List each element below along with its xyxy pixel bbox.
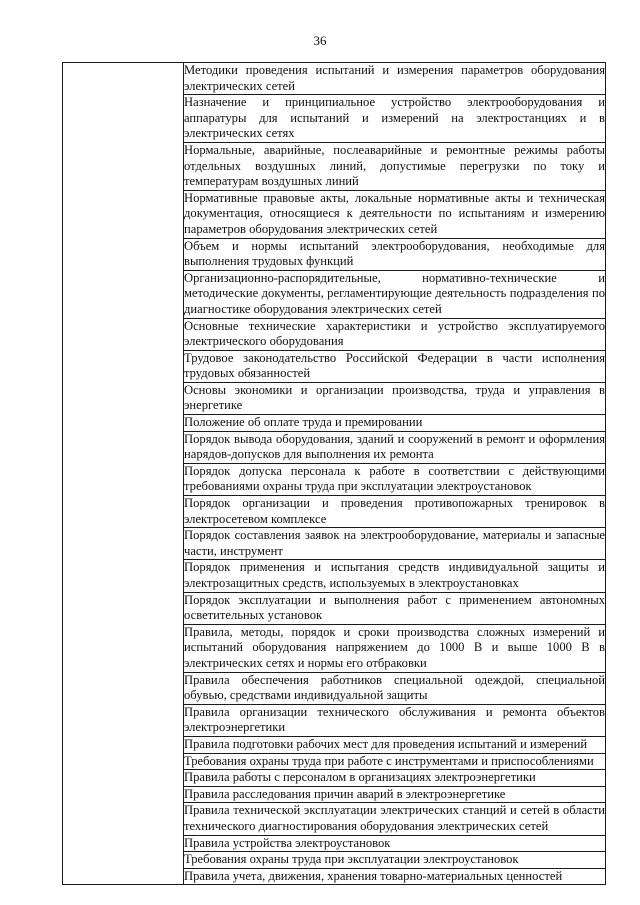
requirement-cell: Порядок применения и испытания средств индивидуальной защиты и электрозащитных средств, используемых в электроустановках [184, 560, 606, 592]
requirement-cell: Правила устройства электроустановок [184, 835, 606, 852]
requirement-cell: Требования охраны труда при работе с инструментами и приспособлениями [184, 753, 606, 770]
requirement-cell: Нормальные, аварийные, послеаварийные и ремонтные режимы работы отдельных воздушных линий, допустимые перегрузки по току и температурам воздушных линий [184, 142, 606, 190]
requirement-cell: Порядок организации и проведения противопожарных тренировок в электросетевом комплексе [184, 496, 606, 528]
requirement-cell: Порядок допуска персонала к работе в соответствии с действующими требованиями охраны труда при эксплуатации электроустановок [184, 463, 606, 495]
requirement-cell: Требования охраны труда при эксплуатации электроустановок [184, 852, 606, 869]
requirement-cell: Трудовое законодательство Российской Федерации в части исполнения трудовых обязанностей [184, 350, 606, 382]
requirement-cell: Порядок эксплуатации и выполнения работ с применением автономных осветительных установок [184, 592, 606, 624]
requirement-cell: Объем и нормы испытаний электрооборудования, необходимые для выполнения трудовых функций [184, 238, 606, 270]
requirement-cell: Методики проведения испытаний и измерения параметров оборудования электрических сетей [184, 63, 606, 95]
requirement-cell: Основы экономики и организации производства, труда и управления в энергетике [184, 382, 606, 414]
requirement-cell: Правила расследования причин аварий в электроэнергетике [184, 786, 606, 803]
table-row [63, 63, 606, 95]
section-label-cell [63, 63, 184, 885]
requirement-cell: Правила, методы, порядок и сроки производства сложных измерений и испытаний оборудования напряжением до 1000 В и выше 1000 В в электрических сетях и нормы его отбраковки [184, 624, 606, 672]
knowledge-requirements-table [62, 62, 606, 885]
requirement-cell: Нормативные правовые акты, локальные нормативные акты и техническая документация, относящиеся к деятельности по испытаниям и измерению параметров оборудования электрических сетей [184, 190, 606, 238]
requirement-cell: Правила работы с персоналом в организациях электроэнергетики [184, 770, 606, 787]
requirement-cell: Правила учета, движения, хранения товарно-материальных ценностей [184, 868, 606, 885]
requirement-cell: Порядок составления заявок на электрооборудование, материалы и запасные части, инструмент [184, 528, 606, 560]
page-number: 36 [313, 33, 327, 48]
requirements-table-body [63, 63, 606, 885]
requirement-cell: Правила подготовки рабочих мест для проведения испытаний и измерений [184, 736, 606, 753]
requirement-cell: Правила технической эксплуатации электрических станций и сетей в области технического диагностирования оборудования электрических сетей [184, 803, 606, 835]
requirement-cell: Правила организации технического обслуживания и ремонта объектов электроэнергетики [184, 704, 606, 736]
requirement-cell: Порядок вывода оборудования, зданий и сооружений в ремонт и оформления нарядов-допусков для выполнения их ремонта [184, 431, 606, 463]
requirement-cell: Основные технические характеристики и устройство эксплуатируемого электрического оборудования [184, 318, 606, 350]
requirement-cell: Организационно-распорядительные, нормативно-технические и методические документы, регламентирующие деятельность подразделения по диагностике оборудования электрических сетей [184, 270, 606, 318]
requirement-cell: Правила обеспечения работников специальной одеждой, специальной обувью, средствами индивидуальной защиты [184, 672, 606, 704]
requirement-cell: Положение об оплате труда и премировании [184, 415, 606, 432]
requirement-cell: Назначение и принципиальное устройство электрооборудования и аппаратуры для испытаний и измерений на электростанциях и в электрических сетях [184, 95, 606, 143]
